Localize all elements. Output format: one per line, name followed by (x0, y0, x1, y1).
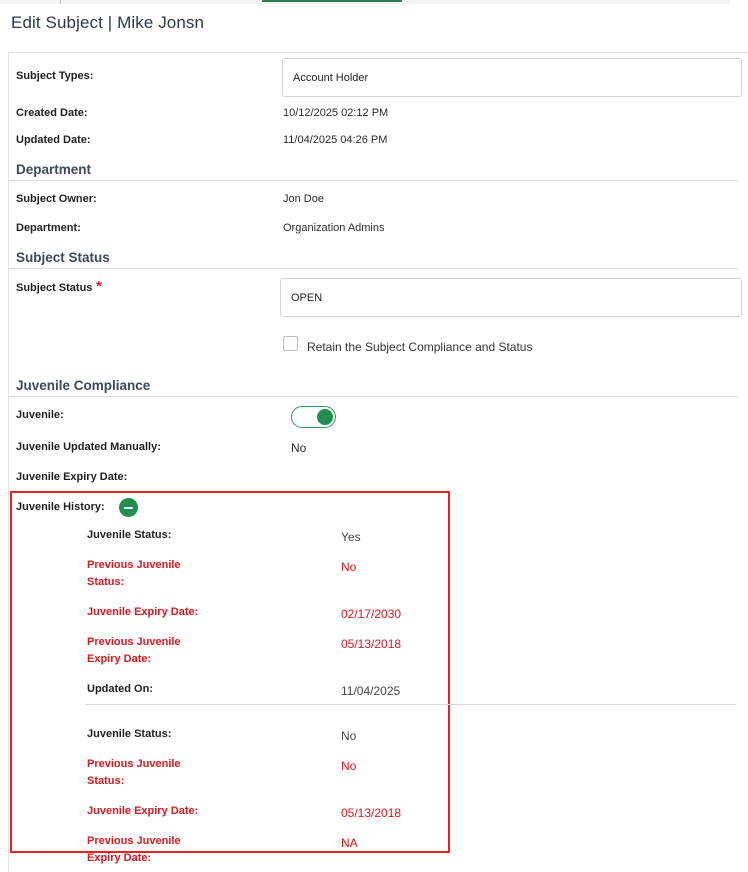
history-previous-expiry-value: 05/13/2018 (341, 637, 402, 651)
juvenile-label: Juvenile: (16, 409, 64, 421)
history-previous-status-label: Previous Juvenile Status: (87, 559, 181, 588)
history-entry-divider (86, 704, 736, 705)
juvenile-expiry-date-label: Juvenile Expiry Date: (16, 471, 128, 483)
toggle-knob (317, 409, 333, 425)
subject-status-select[interactable] (280, 278, 742, 317)
subject-status-label (16, 278, 102, 295)
juvenile-updated-manually-label: Juvenile Updated Manually: (16, 441, 161, 453)
juvenile-history-label: Juvenile History: (16, 501, 105, 513)
top-tab-strip (0, 0, 730, 4)
required-indicator: * (96, 278, 102, 295)
retain-compliance-label: Retain the Subject Compliance and Status (307, 340, 533, 354)
juvenile-compliance-divider (8, 396, 738, 397)
history-previous-status-value: No (341, 759, 357, 773)
department-divider (8, 180, 738, 181)
history-expiry-date-label: Juvenile Expiry Date: (87, 805, 199, 817)
subject-status-heading: Subject Status (16, 250, 110, 265)
juvenile-compliance-heading: Juvenile Compliance (16, 378, 151, 393)
subject-status-value: OPEN (291, 291, 323, 304)
updated-date-value: 11/04/2025 04:26 PM (283, 134, 388, 146)
history-previous-expiry-label: Previous Juvenile Expiry Date: (87, 835, 181, 864)
subject-owner-label: Subject Owner: (16, 193, 97, 205)
subject-status-divider (8, 268, 738, 269)
history-previous-expiry-label: Previous Juvenile Expiry Date: (87, 636, 181, 665)
collapse-minus-icon[interactable] (119, 498, 138, 517)
juvenile-toggle[interactable] (291, 406, 336, 428)
updated-date-label: Updated Date: (16, 134, 91, 146)
created-date-label: Created Date: (16, 107, 88, 119)
history-expiry-date-label: Juvenile Expiry Date: (87, 606, 199, 618)
history-previous-status-value: No (341, 560, 357, 574)
active-tab-indicator (262, 0, 402, 2)
subject-types-field[interactable] (282, 58, 742, 97)
retain-compliance-checkbox[interactable] (283, 336, 298, 351)
history-expiry-date-value: 05/13/2018 (341, 806, 402, 820)
history-juvenile-status-value: No (341, 729, 357, 743)
subject-types-value: Account Holder (293, 71, 369, 84)
department-label: Department: (16, 222, 81, 234)
history-expiry-date-value: 02/17/2030 (341, 607, 402, 621)
history-previous-status-label: Previous Juvenile Status: (87, 758, 181, 787)
history-updated-on-label: Updated On: (87, 683, 153, 695)
tab-divider (60, 0, 61, 4)
subject-status-label-text: Subject Status (16, 282, 93, 294)
juvenile-updated-manually-value: No (291, 441, 307, 455)
department-value: Organization Admins (283, 222, 385, 234)
history-juvenile-status-value: Yes (341, 530, 361, 544)
created-date-value: 10/12/2025 02:12 PM (283, 107, 389, 119)
history-juvenile-status-label: Juvenile Status: (87, 728, 172, 740)
juvenile-history-highlight (10, 491, 450, 853)
history-updated-on-value: 11/04/2025 (341, 684, 401, 698)
history-juvenile-status-label: Juvenile Status: (87, 529, 172, 541)
department-heading: Department (16, 162, 92, 177)
subject-types-label: Subject Types: (16, 70, 94, 82)
subject-owner-value: Jon Doe (283, 193, 324, 205)
page-title: Edit Subject | Mike Jonsn (11, 13, 205, 32)
history-previous-expiry-value: NA (341, 836, 358, 850)
